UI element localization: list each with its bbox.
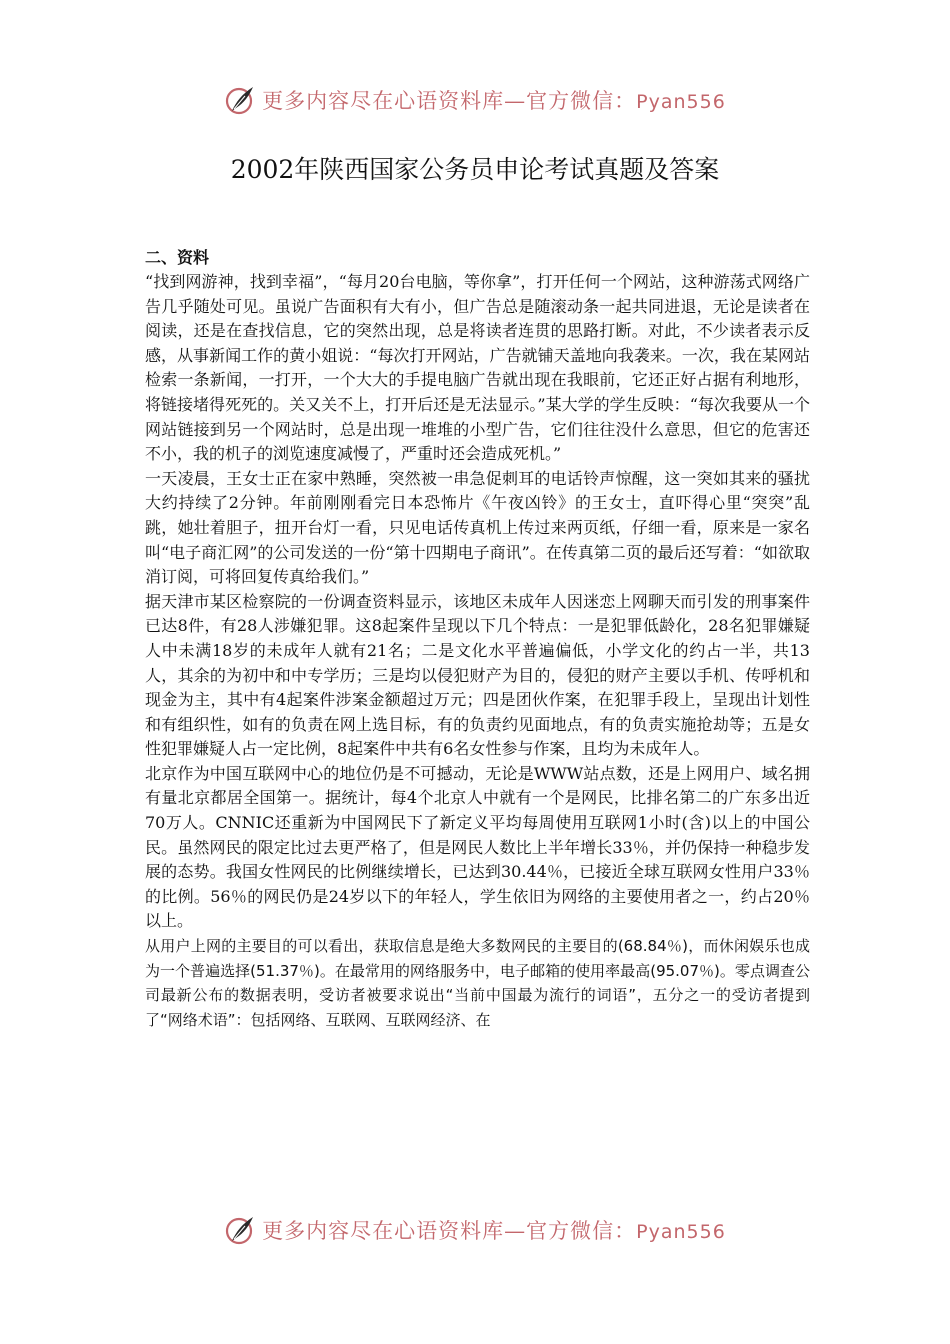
section-heading: 二、资料 — [145, 248, 210, 267]
feather-pen-logo-icon — [224, 84, 256, 116]
paragraph-4: 北京作为中国互联网中心的地位仍是不可撼动，无论是WWW站点数，还是上网用户、域名拥有量北京都居全国第一。据统计，每4个北京人中就有一个是网民，比排名第二的广东多出近70万人。CNNIC还重新为中国网民下了新定义平均每周使用互联网1小时(含)以上的中国公民。虽然网民的限定比过去更严格了，但是网民人数比上半年增长33％，并仍保持一种稳步发展的态势。我国女性网民的比例继续增长，已达到30.44％，已接近全球互联网女性用户33％的比例。56％的网民仍是24岁以下的年轻人，学生依旧为网络的主要使用者之一，约占20％以上。 — [145, 763, 810, 931]
footer-banner — [0, 1210, 950, 1250]
paragraph-1: “找到网游神，找到幸福”，“每月20台电脑，等你拿”，打开任何一个网站，这种游荡式网络广告几乎随处可见。虽说广告面积有大有小，但广告总是随滚动条一起共同进退，无论是读者在阅读，还是在查找信息，它的突然出现，总是将读者连贯的思路打断。对此，不少读者表示反感，从事新闻工作的黄小姐说：“每次打开网站，广告就铺天盖地向我袭来。一次，我在某网站检索一条新闻，一打开，一个大大的手提电脑广告就出现在我眼前，它还正好占据有利地形，将链接堵得死死的。关又关不上，打开后还是无法显示。”某大学的学生反映：“每次我要从一个网站链接到另一个网站时，总是出现一堆堆的小型广告，它们往往没什么意思，但它的危害还不小，我的机子的浏览速度减慢了，严重时还会造成死机。” — [145, 272, 810, 464]
header-banner — [0, 80, 950, 120]
paragraph-3: 据天津市某区检察院的一份调查资料显示，该地区未成年人因迷恋上网聊天而引发的刑事案件已达8件，有28人涉嫌犯罪。这8起案件呈现以下几个特点：一是犯罪低龄化，28名犯罪嫌疑人中未满18岁的未成年人就有21名；二是文化水平普遍偏低，小学文化的约占一半，共13人，其余的为初中和中专学历；三是均以侵犯财产为目的，侵犯的财产主要以手机、传呼机和现金为主，其中有4起案件涉案金额超过万元；四是团伙作案，在犯罪手段上，呈现出计划性和有组织性，如有的负责在网上选目标，有的负责约见面地点，有的负责实施抢劫等；五是女性犯罪嫌疑人占一定比例，8起案件中共有6名女性参与作案，且均为未成年人。 — [145, 591, 810, 759]
paragraph-5: 从用户上网的主要目的可以看出，获取信息是绝大多数网民的主要目的(68.84％)，而休闲娱乐也成为一个普遍选择(51.37％)。在最常用的网络服务中，电子邮箱的使用率最高(95.07％)。零点调查公司最新公布的数据表明，受访者被要求说出“当前中国最为流行的词语”，五分之一的受访者提到了“网络术语”：包括网络、互联网、互联网经济、在 — [145, 937, 810, 1029]
banner-text: 更多内容尽在心语资料库—官方微信：Pyan556 — [262, 89, 726, 113]
document-body — [145, 246, 810, 1032]
banner-text: 更多内容尽在心语资料库—官方微信：Pyan556 — [262, 1219, 726, 1243]
paragraph-2: 一天凌晨，王女士正在家中熟睡，突然被一串急促刺耳的电话铃声惊醒，这一突如其来的骚扰大约持续了2分钟。年前刚刚看完日本恐怖片《午夜凶铃》的王女士，直吓得心里“突突”乱跳，她壮着胆子，扭开台灯一看，只见电话传真机上传过来两页纸，仔细一看，原来是一家名叫“电子商汇网”的公司发送的一份“第十四期电子商讯”。在传真第二页的最后还写着：“如欲取消订阅，可将回复传真给我们。” — [145, 468, 810, 587]
banner-wechat-id: Pyan556 — [636, 91, 726, 113]
banner-wechat-id: Pyan556 — [636, 1221, 726, 1243]
page-title: 2002年陕西国家公务员申论考试真题及答案 — [230, 155, 720, 184]
feather-pen-logo-icon — [224, 1214, 256, 1246]
